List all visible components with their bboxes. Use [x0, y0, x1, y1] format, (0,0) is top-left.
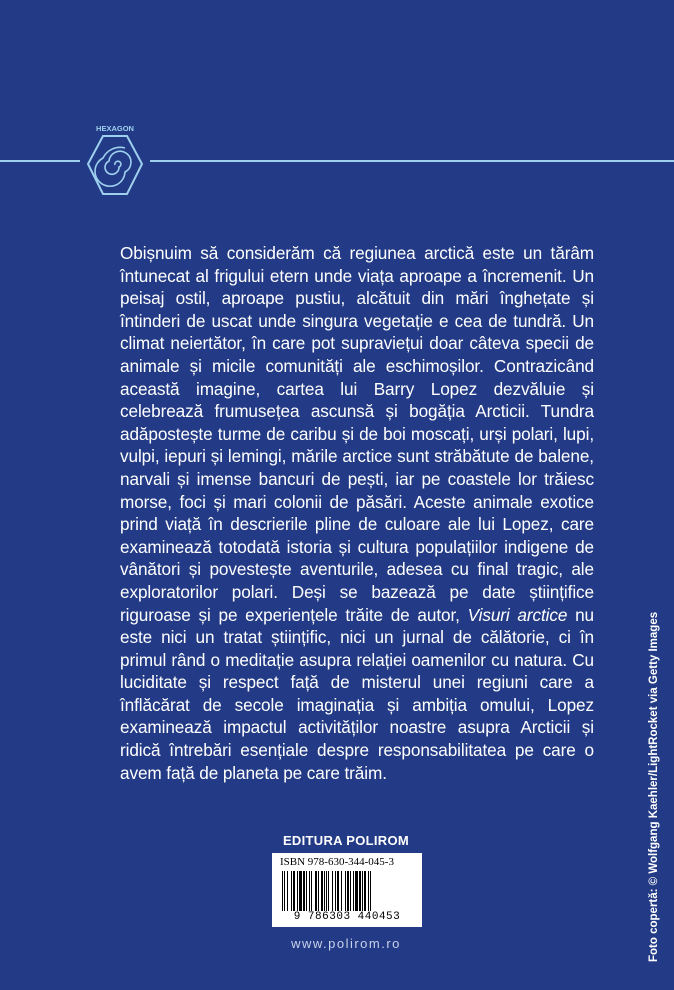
barcode-bar	[299, 871, 302, 911]
barcode-bar	[350, 871, 351, 911]
barcode-bar	[311, 871, 312, 911]
barcode-bar	[287, 871, 288, 911]
barcode-bar	[353, 871, 354, 911]
barcode-bar	[345, 871, 346, 911]
publisher-website: www.polirom.ro	[291, 936, 401, 951]
barcode-bar	[326, 871, 327, 911]
barcode-bar	[364, 871, 366, 911]
barcode-bars	[282, 871, 412, 911]
barcode-bar	[324, 871, 325, 911]
photo-credit: Foto copertă: © Wolfgang Kaehler/LightRocket via Getty Images	[648, 611, 660, 962]
logo-label: HEXAGON	[96, 124, 134, 133]
hexagon-logo	[80, 122, 150, 200]
barcode-bar	[321, 871, 323, 911]
barcode-bar	[335, 871, 336, 911]
barcode-bar	[368, 871, 369, 911]
publisher-name: EDITURA POLIROM	[282, 833, 410, 848]
barcode-bar	[318, 871, 319, 911]
barcode-bar	[291, 871, 292, 911]
barcode-bar	[315, 871, 317, 911]
blurb-text-part2: nu este nici un tratat științific, nici un jurnal de călătorie, ci în primul rând o meditație asupra relației oamenilor cu natura. Cu luciditate și respect față de misterul unei regiuni care a înflăcărat de secole imaginația și ambiția omului, Lopez examinează impactul activităților noastre asupra Arcticii și ridică întrebări esențiale despre responsabilitatea pe care o avem față de planeta pe care trăim.	[120, 604, 594, 783]
divider-line-right	[150, 160, 674, 162]
barcode-bar	[355, 871, 358, 911]
isbn-label: ISBN 978-630-344-045-3	[280, 856, 394, 868]
barcode-bar	[303, 871, 305, 911]
back-cover-blurb	[120, 242, 594, 784]
barcode-bar	[341, 871, 342, 911]
book-title-italic: Visuri arctice	[467, 604, 568, 625]
barcode-bar	[370, 871, 371, 911]
barcode-bar	[362, 871, 363, 911]
barcode-bar	[332, 871, 333, 911]
barcode-bar	[284, 871, 285, 911]
barcode-bar	[328, 871, 329, 911]
blurb-text-part1: Obișnuim să considerăm că regiunea arctică este un tărâm întunecat al frigului etern unde viața aproape a încremenit. Un peisaj ostil, aproape pustiu, alcătuit din mări înghețate și întinderi de uscat unde singura vegetație e cea de tundră. Un climat neiertător, în care pot supraviețui doar câteva specii de animale și micile comunități ale eschimoșilor. Contrazicând această imagine, cartea lui Barry Lopez dezvăluie și celebrează frumusețea ascunsă și bogăția Arcticii. Tundra adăpostește turme de caribu și de boi moscați, urși polari, lupi, vulpi, iepuri și lemingi, mările arctice sunt străbătute de balene, narvali și imense bancuri de pești, iar pe coastele lor trăiesc morse, foci și mari colonii de păsări. Aceste animale exotice prind viață în descrierile pline de culoare ale lui Lopez, care examinează totodată istoria și cultura populațiilor indigene de vânători și povestește aventurile, adesea cu final tragic, ale exploratorilor polari. Deși se bazează pe date științifice riguroase și pe experiențele trăite de autor,	[120, 243, 594, 625]
barcode-bar	[282, 871, 283, 911]
barcode-bar	[306, 871, 307, 911]
isbn-barcode	[272, 853, 422, 927]
barcode-bar	[337, 871, 339, 911]
barcode-bar	[359, 871, 361, 911]
barcode-bar	[347, 871, 349, 911]
barcode-bar	[297, 871, 298, 911]
barcode-digits: 9 786303 440453	[293, 911, 401, 923]
divider-line-left	[0, 160, 80, 162]
barcode-bar	[309, 871, 310, 911]
barcode-bar	[293, 871, 295, 911]
hexagon-spiral-icon	[88, 136, 142, 194]
